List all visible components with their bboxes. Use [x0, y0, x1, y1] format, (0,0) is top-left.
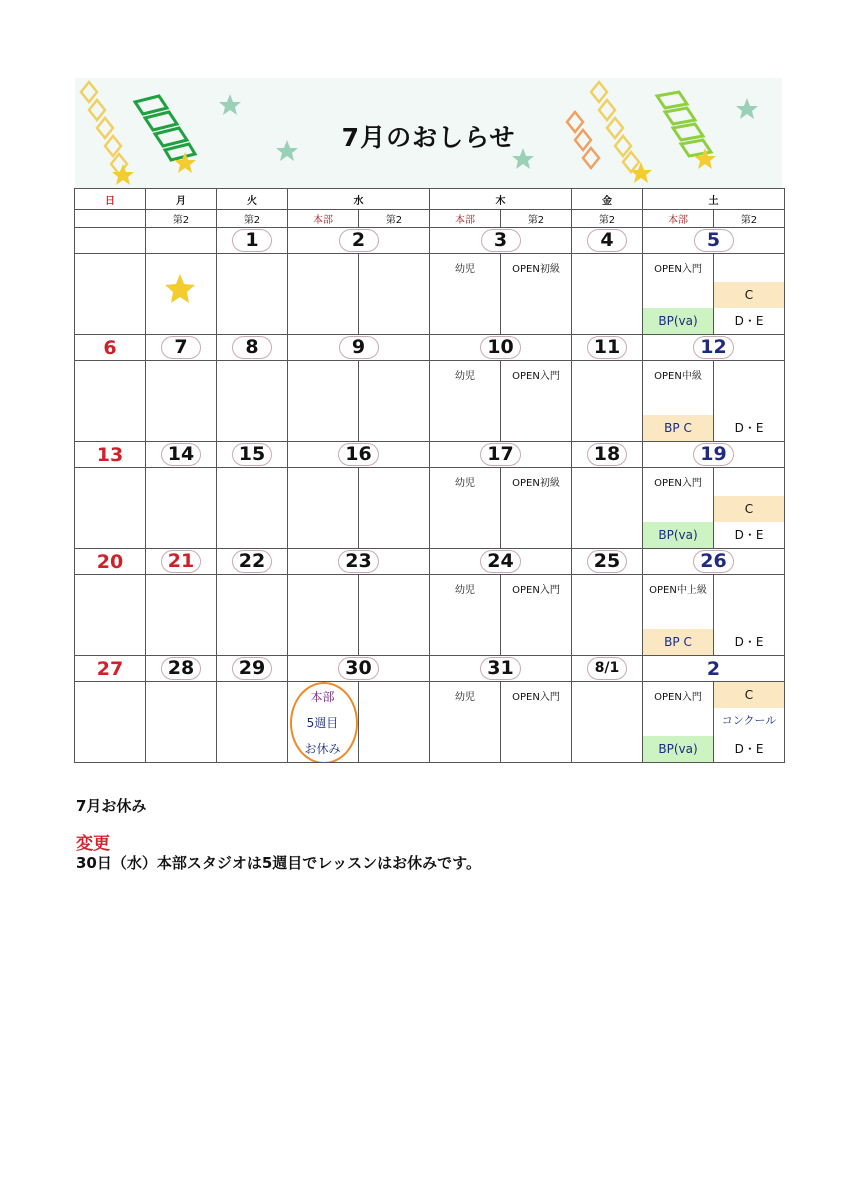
studio-label-sat-honbu: 本部: [643, 210, 714, 228]
schedule-cell: [146, 361, 217, 442]
schedule-cell: [714, 682, 785, 763]
date-cell: [288, 442, 430, 468]
change-text: 30日（水）本部スタジオは5週目でレッスンはお休みです。: [76, 854, 481, 872]
class-label-bp: BP(va): [643, 522, 713, 548]
class-label: OPEN初級: [512, 478, 560, 489]
week-5-schedule: [75, 682, 785, 763]
date-cell: [430, 335, 572, 361]
studio-label-sunday: [75, 210, 146, 228]
date-number: 5: [694, 229, 734, 252]
date-number: 9: [339, 336, 379, 359]
schedule-cell: [359, 254, 430, 335]
class-label-concours: コンクール: [721, 714, 777, 727]
schedule-cell: [430, 254, 501, 335]
date-cell: [75, 228, 146, 254]
schedule-cell: [572, 575, 643, 656]
date-number: 19: [693, 443, 733, 466]
schedule-cell: [146, 468, 217, 549]
schedule-cell: [643, 361, 714, 442]
schedule-cell: [217, 468, 288, 549]
schedule-cell: [146, 575, 217, 656]
schedule-cell: [288, 575, 359, 656]
class-label-c: C: [714, 682, 784, 708]
date-cell: [288, 656, 430, 682]
date-number: 17: [480, 443, 520, 466]
closure-note-line: お休み: [304, 742, 341, 756]
date-number: 7: [161, 336, 201, 359]
schedule-cell: [217, 575, 288, 656]
date-number: 14: [161, 443, 201, 466]
schedule-cell: [288, 361, 359, 442]
date-cell: [146, 335, 217, 361]
class-label-de: D・E: [734, 742, 764, 756]
weekday-header-row: [75, 189, 785, 210]
date-number: 11: [587, 336, 627, 359]
week-5-dates: [75, 656, 785, 682]
schedule-cell: [714, 575, 785, 656]
schedule-cell: [146, 682, 217, 763]
schedule-cell: [501, 575, 572, 656]
date-cell: [217, 549, 288, 575]
week-4-schedule: [75, 575, 785, 656]
schedule-cell: [288, 468, 359, 549]
weekday-tuesday: 火: [217, 189, 288, 210]
date-cell: [217, 335, 288, 361]
star-icon: [162, 272, 198, 306]
week-4-dates: [75, 549, 785, 575]
schedule-cell: [359, 575, 430, 656]
date-number: 8/1: [587, 657, 627, 680]
class-label-de: D・E: [734, 635, 764, 649]
schedule-cell: [75, 682, 146, 763]
class-label-bp: BP(va): [643, 308, 713, 334]
date-number: 24: [480, 550, 520, 573]
date-cell: [572, 549, 643, 575]
date-cell: [430, 656, 572, 682]
schedule-cell: [146, 254, 217, 335]
date-cell: [430, 442, 572, 468]
date-number: 16: [338, 443, 378, 466]
date-number: 12: [693, 336, 733, 359]
date-cell: [572, 442, 643, 468]
class-label-c: C: [714, 496, 784, 522]
class-label: 幼児: [455, 692, 475, 703]
schedule-cell: [572, 254, 643, 335]
date-number: 25: [587, 550, 627, 573]
date-cell: [146, 228, 217, 254]
date-cell: [572, 228, 643, 254]
class-label: OPEN入門: [654, 264, 702, 275]
week-3-dates: [75, 442, 785, 468]
class-label-de: D・E: [734, 314, 764, 328]
class-label: OPEN入門: [512, 371, 560, 382]
studio-header-row: [75, 210, 785, 228]
date-number: 6: [75, 335, 146, 361]
class-label: OPEN初級: [512, 264, 560, 275]
class-label-de: D・E: [734, 421, 764, 435]
studio-label-fri: 第2: [572, 210, 643, 228]
date-number: 30: [338, 657, 378, 680]
schedule-cell: [501, 468, 572, 549]
date-cell: [572, 335, 643, 361]
date-cell: [430, 228, 572, 254]
schedule-cell: [359, 468, 430, 549]
header-banner: [75, 78, 782, 188]
date-cell: [217, 442, 288, 468]
week-3-schedule: [75, 468, 785, 549]
weekday-saturday: 土: [643, 189, 785, 210]
date-number: 8: [232, 336, 272, 359]
studio-label-sat-second: 第2: [714, 210, 785, 228]
studio-label-wed-honbu: 本部: [288, 210, 359, 228]
date-cell: [643, 335, 785, 361]
schedule-cell: [217, 361, 288, 442]
class-label: OPEN入門: [512, 692, 560, 703]
schedule-cell: [430, 575, 501, 656]
date-cell: [430, 549, 572, 575]
date-number: 29: [232, 657, 272, 680]
weekday-friday: 金: [572, 189, 643, 210]
date-number: 18: [587, 443, 627, 466]
page-title: 7月のおしらせ: [341, 123, 516, 152]
schedule-cell: [288, 682, 359, 763]
class-label: OPEN中級: [654, 371, 702, 382]
class-label-de: D・E: [734, 528, 764, 542]
studio-label-mon: 第2: [146, 210, 217, 228]
calendar-table: [74, 188, 785, 763]
schedule-cell: [643, 468, 714, 549]
date-cell: [288, 335, 430, 361]
week-2-dates: [75, 335, 785, 361]
change-heading: 変更: [76, 834, 110, 854]
week-1-dates: [75, 228, 785, 254]
schedule-cell: [75, 468, 146, 549]
schedule-cell: [217, 254, 288, 335]
date-number: 1: [232, 229, 272, 252]
date-cell: [146, 442, 217, 468]
date-number: 23: [338, 550, 378, 573]
date-cell: [572, 656, 643, 682]
schedule-cell: [217, 682, 288, 763]
date-cell: [643, 442, 785, 468]
class-label: 幼児: [455, 585, 475, 596]
class-label: 幼児: [455, 478, 475, 489]
closure-note-line: 5週目: [306, 716, 339, 730]
schedule-cell: [501, 361, 572, 442]
date-number: 21: [161, 550, 201, 573]
studio-label-tue: 第2: [217, 210, 288, 228]
weekday-sunday: 日: [75, 189, 146, 210]
weekday-monday: 月: [146, 189, 217, 210]
class-label-bp: BP(va): [643, 736, 713, 762]
schedule-cell: [714, 361, 785, 442]
date-number: 3: [481, 229, 521, 252]
class-label: 幼児: [455, 371, 475, 382]
schedule-cell: [501, 254, 572, 335]
class-label-c: C: [714, 282, 784, 308]
date-number: 13: [75, 442, 146, 468]
schedule-cell: [430, 361, 501, 442]
date-number: 31: [480, 657, 520, 680]
closure-note-line: 本部: [310, 690, 335, 704]
schedule-cell: [643, 682, 714, 763]
date-number: 10: [480, 336, 520, 359]
schedule-cell: [501, 682, 572, 763]
studio-label-thu-honbu: 本部: [430, 210, 501, 228]
class-label: OPEN中上級: [649, 585, 707, 596]
class-label: OPEN入門: [654, 478, 702, 489]
date-number: 4: [587, 229, 627, 252]
date-number: 20: [75, 549, 146, 575]
date-cell: [288, 228, 430, 254]
schedule-cell: [643, 254, 714, 335]
date-number: 28: [161, 657, 201, 680]
schedule-cell: [714, 468, 785, 549]
holiday-heading: 7月お休み: [76, 797, 147, 815]
date-cell: [643, 549, 785, 575]
date-number: 26: [693, 550, 733, 573]
week-1-schedule: [75, 254, 785, 335]
studio-label-wed-second: 第2: [359, 210, 430, 228]
schedule-cell: [572, 361, 643, 442]
date-number: 2: [643, 656, 785, 682]
schedule-cell: [359, 682, 430, 763]
schedule-cell: [430, 468, 501, 549]
date-number: 2: [339, 229, 379, 252]
class-label: OPEN入門: [654, 692, 702, 703]
date-cell: [146, 656, 217, 682]
weekday-thursday: 木: [430, 189, 572, 210]
schedule-cell: [572, 468, 643, 549]
schedule-cell: [75, 254, 146, 335]
schedule-cell: [572, 682, 643, 763]
schedule-cell: [288, 254, 359, 335]
date-number: 27: [75, 656, 146, 682]
date-cell: [643, 228, 785, 254]
schedule-cell: [643, 575, 714, 656]
week-2-schedule: [75, 361, 785, 442]
schedule-cell: [359, 361, 430, 442]
date-cell: [217, 656, 288, 682]
weekday-wednesday: 水: [288, 189, 430, 210]
schedule-cell: [75, 575, 146, 656]
class-label: 幼児: [455, 264, 475, 275]
schedule-cell: [714, 254, 785, 335]
date-cell: [217, 228, 288, 254]
schedule-cell: [75, 361, 146, 442]
date-number: 15: [232, 443, 272, 466]
date-cell: [288, 549, 430, 575]
class-label: OPEN入門: [512, 585, 560, 596]
schedule-cell: [430, 682, 501, 763]
date-number: 22: [232, 550, 272, 573]
date-cell: [146, 549, 217, 575]
class-label-bp: BP C: [643, 415, 713, 441]
studio-label-thu-second: 第2: [501, 210, 572, 228]
class-label-bp: BP C: [643, 629, 713, 655]
